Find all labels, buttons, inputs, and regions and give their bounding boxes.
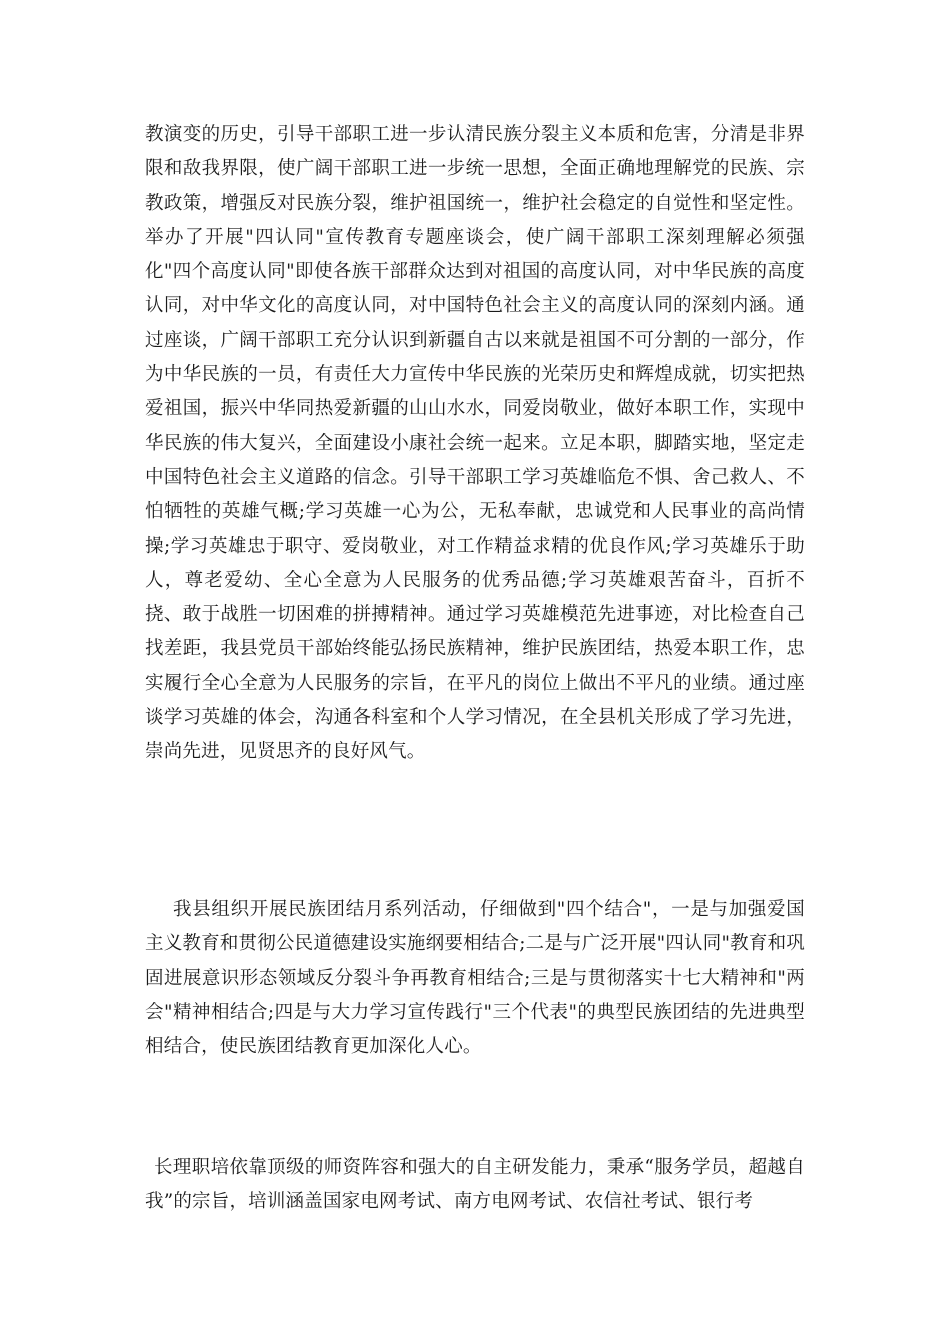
body-paragraph-3: 长理职培依靠顶级的师资阵容和强大的自主研发能力，秉承“服务学员，超越自我”的宗旨，培训涵盖国家电网考试、南方电网考试、农信社考试、银行考: [145, 1157, 805, 1213]
body-paragraph-2: 我县组织开展民族团结月系列活动，仔细做到"四个结合"，一是与加强爱国主义教育和贯彻公民道德建设实施纲要相结合;二是与广泛开展"四认同"教育和巩固进展意识形态领域反分裂斗争再教育相结合;三是与贯彻落实十七大精神和"两会"精神相结合;四是与大力学习宣传践行"三个代表"的典型民族团结的先进典型相结合，使民族团结教育更加深化人心。: [145, 899, 805, 1058]
body-paragraph-1: 教演变的历史，引导干部职工进一步认清民族分裂主义本质和危害，分清是非界限和敌我界限，使广阔干部职工进一步统一思想，全面正确地理解党的民族、宗教政策，增强反对民族分裂，维护祖国统一，维护社会稳定的自觉性和坚定性。举办了开展"四认同"宣传教育专题座谈会，使广阔干部职工深刻理解必须强化"四个高度认同"即使各族干部群众达到对祖国的高度认同，对中华民族的高度认同，对中华文化的高度认同，对中国特色社会主义的高度认同的深刻内涵。通过座谈，广阔干部职工充分认识到新疆自古以来就是祖国不可分割的一部分，作为中华民族的一员，有责任大力宣传中华民族的光荣历史和辉煌成就，切实把热爱祖国，振兴中华同热爱新疆的山山水水，同爱岗敬业，做好本职工作，实现中华民族的伟大复兴，全面建设小康社会统一起来。立足本职，脚踏实地，坚定走中国特色社会主义道路的信念。引导干部职工学习英雄临危不惧、舍己救人、不怕牺牲的英雄气概;学习英雄一心为公，无私奉献，忠诚党和人民事业的高尚情操;学习英雄忠于职守、爱岗敬业，对工作精益求精的优良作风;学习英雄乐于助人，尊老爱幼、全心全意为人民服务的优秀品德;学习英雄艰苦奋斗，百折不挠、敢于战胜一切困难的拼搏精神。通过学习英雄模范先进事迹，对比检查自己找差距，我县党员干部始终能弘扬民族精神，维护民族团结，热爱本职工作，忠实履行全心全意为人民服务的宗旨，在平凡的岗位上做出不平凡的业绩。通过座谈学习英雄的体会，沟通各科室和个人学习情况，在全县机关形成了学习先进，崇尚先进，见贤思齐的良好风气。: [145, 124, 805, 763]
